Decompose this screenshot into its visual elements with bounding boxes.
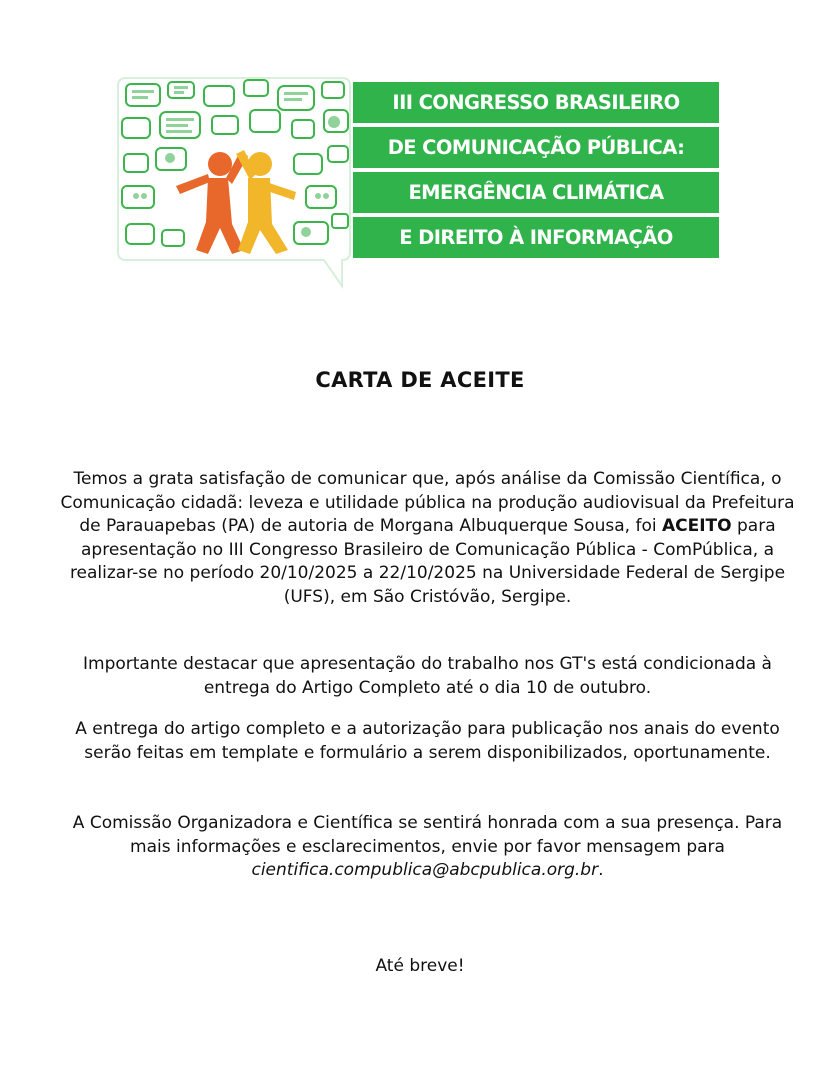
acceptance-paragraph bbox=[60, 468, 795, 610]
letter-title: CARTA DE ACEITE bbox=[315, 368, 525, 392]
contact-paragraph bbox=[60, 812, 795, 883]
submission-paragraph: A entrega do artigo completo e a autorização para publicação nos anais do evento serão feitas em template e formulário a serem disponibilizados, oportunamente. bbox=[75, 719, 780, 763]
closing-text: Até breve! bbox=[375, 956, 465, 976]
contact-email[interactable]: cientifica.compublica@abcpublica.org.br bbox=[251, 860, 599, 881]
paragraph-text: A Comissão Organizadora e Científica se sentirá honrada com a sua presença. Para mais informações e esclarecimentos, envie por favor mensagem para bbox=[72, 813, 783, 857]
congress-title-block bbox=[353, 82, 719, 262]
congress-title-line: EMERGÊNCIA CLIMÁTICA bbox=[353, 172, 719, 213]
congress-title-line: DE COMUNICAÇÃO PÚBLICA: bbox=[353, 127, 719, 168]
deadline-paragraph: Importante destacar que apresentação do trabalho nos GT's está condicionada à entrega do Artigo Completo até o dia 10 de outubro. bbox=[83, 654, 772, 698]
paragraph-text: para apresentação no III Congresso Brasileiro de Comunicação Pública - ComPública, a realizar-se no período 20/10/2025 a 22/10/2025 na Universidade Federal de Sergipe (UFS), em São Cristóvão, Sergipe. bbox=[69, 516, 786, 607]
congress-logo bbox=[110, 74, 730, 294]
congress-title-line: III CONGRESSO BRASILEIRO bbox=[353, 82, 719, 123]
speech-bubbles-people-icon bbox=[110, 74, 360, 294]
paragraph-text: . bbox=[598, 860, 604, 881]
accepted-status: ACEITO bbox=[661, 516, 732, 537]
congress-title-line: E DIREITO À INFORMAÇÃO bbox=[353, 217, 719, 258]
paragraph-text: Temos a grata satisfação de comunicar que, após análise da Comissão Científica, o Comunicação cidadã: leveza e utilidade pública na produção audiovisual da Prefeitura de Parauapebas (PA) de autoria de Morgana Albuquerque Sousa, foi bbox=[60, 469, 795, 537]
